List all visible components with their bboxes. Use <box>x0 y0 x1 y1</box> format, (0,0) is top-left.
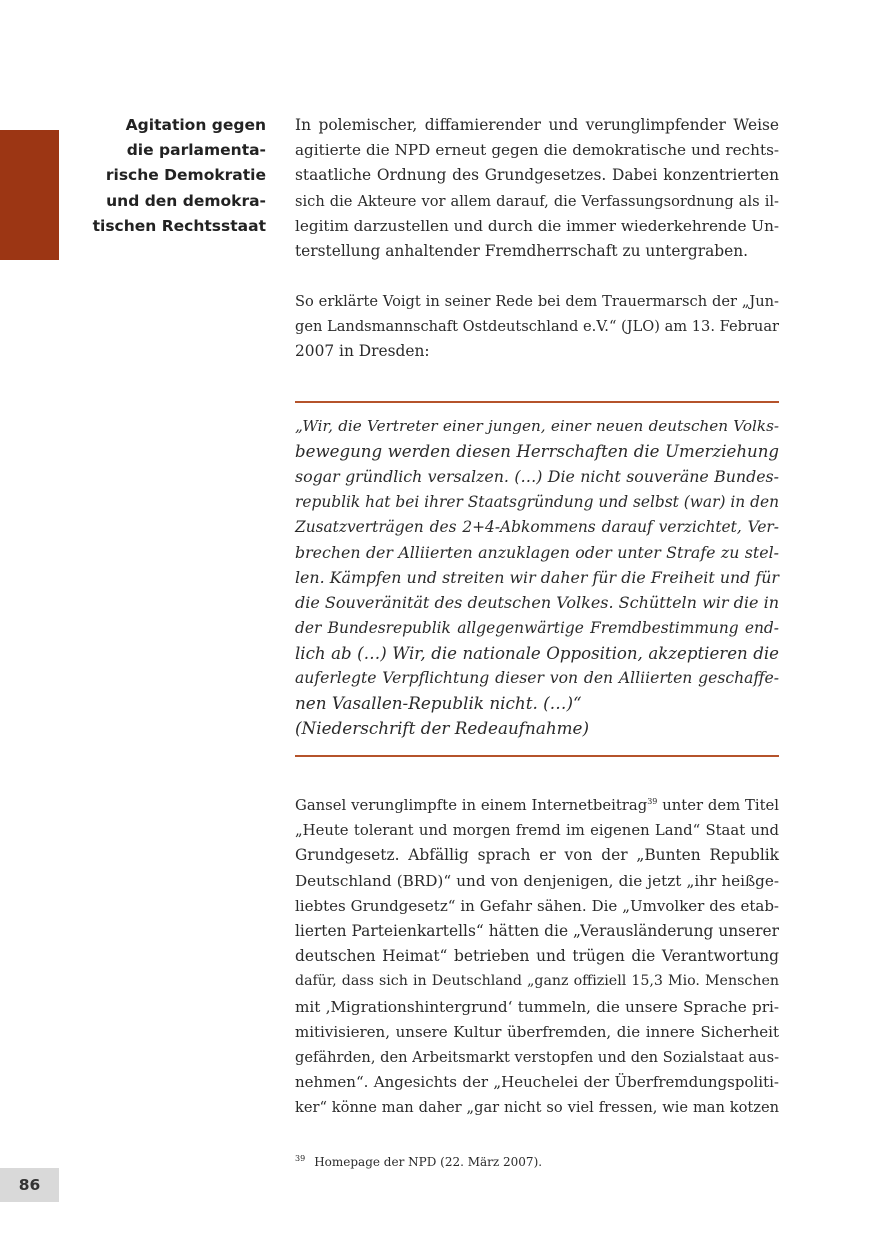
text-line: sich die Akteure vor allem darauf, die Verfassungsordnung als il- <box>295 192 779 210</box>
text-line <box>295 793 779 818</box>
quote-line: die Souveränität des deutschen Volkes. Schütteln wir die in <box>295 593 779 613</box>
quote-line: auferlegte Verpflichtung dieser von den Alliierten geschaffe- <box>295 669 779 688</box>
text-line: legitim darzustellen und durch die immer wiederkehrende Un- <box>295 216 779 235</box>
margin-heading-line: die parlamenta- <box>126 141 266 160</box>
text-line: liebtes Grundgesetz“ in Gefahr sähen. Die „Umvolker des etab- <box>295 896 779 915</box>
text-line: deutschen Heimat“ betrieben und trügen die Verantwortung <box>295 947 779 966</box>
quote-line: Zusatzverträgen des 2+4-Abkommens darauf verzichtet, Ver- <box>295 517 779 536</box>
gansel-paragraph <box>295 793 779 1121</box>
margin-heading <box>80 113 266 239</box>
quote-line: len. Kämpfen und streiten wir daher für die Freiheit und für <box>295 568 779 588</box>
page-number: 86 <box>0 1168 59 1202</box>
quote-line: bewegung werden diesen Herrschaften die Umerziehung <box>295 442 779 462</box>
text-line: staatliche Ordnung des Grundgesetzes. Dabei konzentrierten <box>295 166 779 185</box>
text-line: „Heute tolerant und morgen fremd im eigenen Land“ Staat und <box>295 822 779 840</box>
text-line: gefährden, den Arbeitsmarkt verstopfen und den Sozialstaat aus- <box>295 1049 780 1067</box>
margin-heading-line: Agitation gegen <box>125 116 266 134</box>
quote-line: „Wir, die Vertreter einer jungen, einer neuen deutschen Volks- <box>295 417 779 435</box>
footnote-number: 39 <box>295 1154 306 1163</box>
text-line: mitivisieren, unsere Kultur überfremden, die innere Sicherheit <box>295 1022 779 1041</box>
text-fragment: Gansel verunglimpfte in einem Internetbeitrag <box>295 797 648 814</box>
margin-heading-line: rische Demokratie <box>105 166 266 185</box>
text-line: In polemischer, diffamierender und verunglimpfender Weise <box>295 116 779 134</box>
text-line: nehmen“. Angesichts der „Heuchelei der Überfremdungspoliti- <box>295 1073 779 1092</box>
quote-line: sogar gründlich versalzen. (…) Die nicht souveräne Bundes- <box>295 467 779 487</box>
footnote-reference: 39 <box>647 797 658 807</box>
chapter-color-tab <box>0 130 59 260</box>
footnote-text: Homepage der NPD (22. März 2007). <box>314 1155 543 1169</box>
quote-line: brechen der Alliierten anzuklagen oder unter Strafe zu stel- <box>295 543 779 563</box>
intro-paragraph <box>295 113 779 264</box>
text-line: Grundgesetz. Abfällig sprach er von der „Bunten Republik <box>295 846 779 865</box>
text-fragment: unter dem Titel <box>657 797 780 814</box>
quote-line: lich ab (…) Wir, die nationale Opposition, akzeptieren die <box>295 643 779 663</box>
text-line: mit ‚Migrationshintergrund‘ tummeln, die unsere Sprache pri- <box>295 997 779 1016</box>
text-line: lierten Parteienkartells“ hätten die „Verausländerung unserer <box>295 922 779 941</box>
text-line: 2007 in Dresden: <box>295 342 430 361</box>
text-line: Deutschland (BRD)“ und von denjenigen, die jetzt „ihr heißge- <box>295 871 779 890</box>
quote-line: republik hat bei ihrer Staatsgründung und selbst (war) in den <box>295 492 779 511</box>
text-line: agitierte die NPD erneut gegen die demokratische und rechts- <box>295 141 779 160</box>
text-line: dafür, dass sich in Deutschland „ganz offiziell 15,3 Mio. Menschen <box>295 973 779 990</box>
block-quote <box>295 414 779 742</box>
quote-top-rule <box>295 401 779 403</box>
text-line: So erklärte Voigt in seiner Rede bei dem Trauermarsch der „Jun- <box>295 293 779 310</box>
margin-heading-line: und den demokra- <box>106 191 266 210</box>
text-line: gen Landsmannschaft Ostdeutschland e.V.“ (JLO) am 13. Februar <box>295 318 779 336</box>
text-line: terstellung anhaltender Fremdherrschaft zu untergraben. <box>295 242 749 261</box>
footnote <box>295 1151 542 1170</box>
text-line: ker“ könne man daher „gar nicht so viel fressen, wie man kotzen <box>295 1099 779 1117</box>
quote-line: der Bundesrepublik allgegenwärtige Fremdbestimmung end- <box>295 618 779 637</box>
margin-heading-line: tischen Rechtsstaat <box>92 216 266 235</box>
quote-line: nen Vasallen-Republik nicht. (…)“ <box>295 693 582 714</box>
speech-intro-paragraph <box>295 289 779 365</box>
quote-bottom-rule <box>295 755 779 757</box>
quote-source: (Niederschrift der Redeaufnahme) <box>295 718 590 739</box>
